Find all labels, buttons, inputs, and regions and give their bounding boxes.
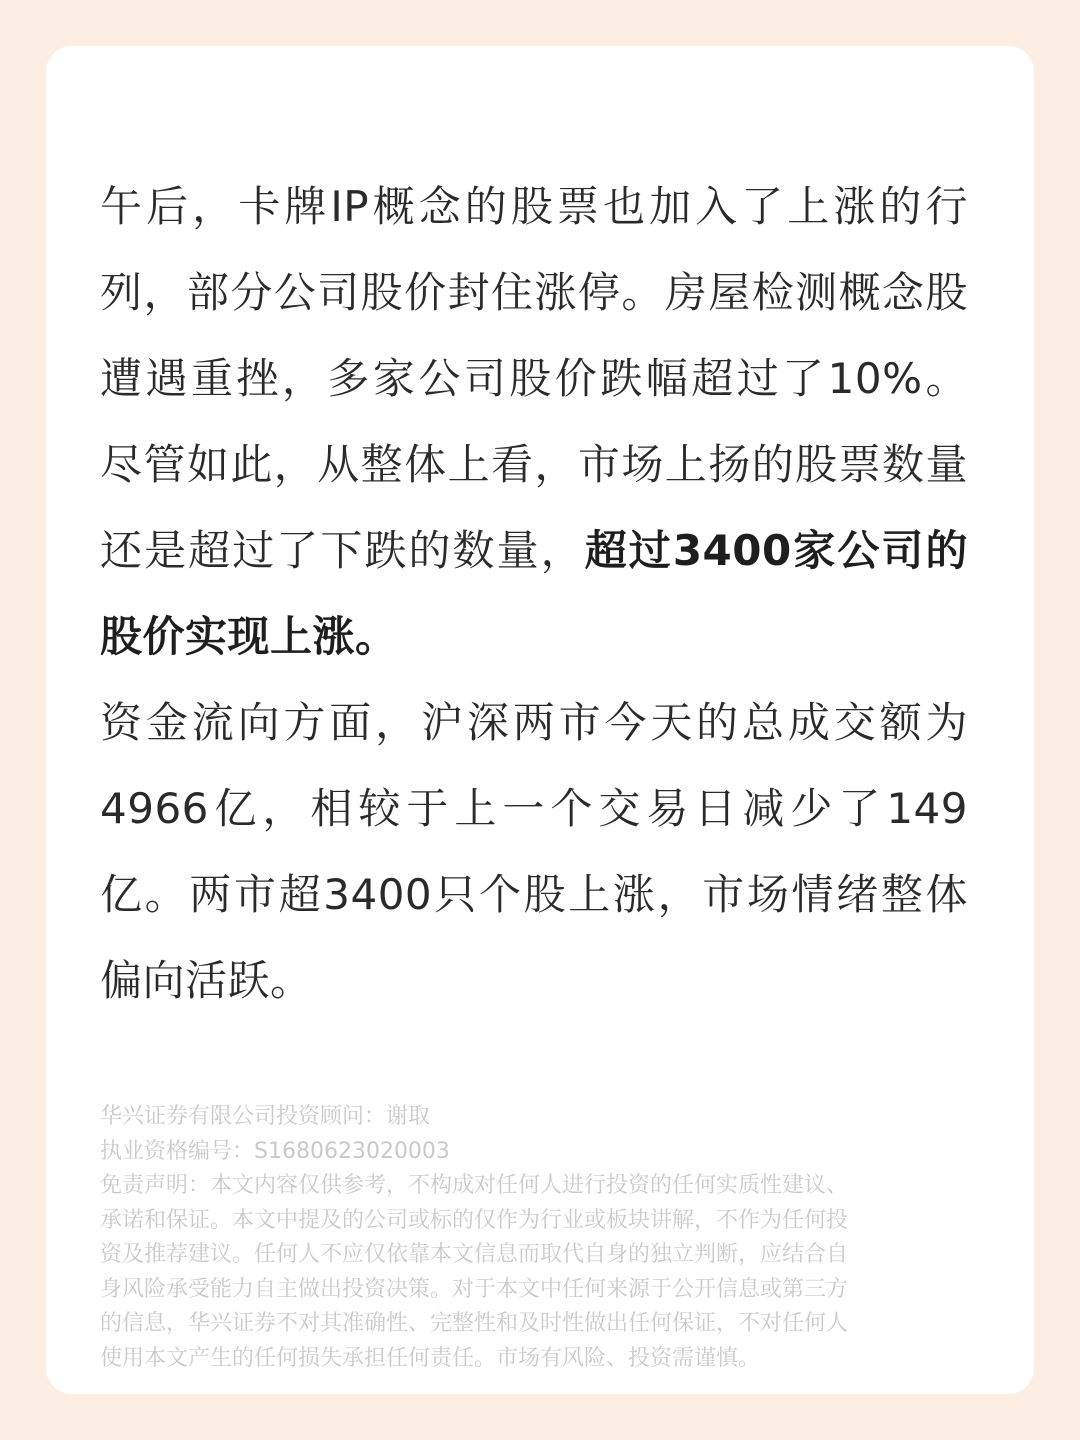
article-line-mixed <box>100 508 968 594</box>
disclaimer-line: 使用本文产生的任何损失承担任何责任。市场有风险、投资需谨慎。 <box>100 1345 761 1371</box>
article-line: 亿。两市超3400只个股上涨，市场情绪整体 <box>100 870 968 919</box>
advisor-line: 华兴证券有限公司投资顾问：谢取 <box>100 1104 431 1129</box>
disclaimer-line: 免责声明：本文内容仅供参考，不构成对任何人进行投资的任何实质性建议、 <box>100 1173 849 1198</box>
disclaimer-line: 的信息，华兴证券不对其准确性、完整性和及时性做出任何保证，不对任何人 <box>100 1311 849 1336</box>
article-line: 资金流向方面，沪深两市今天的总成交额为 <box>100 698 968 747</box>
disclaimer-block <box>100 1100 980 1376</box>
article-text: 还是超过了下跌的数量， <box>100 526 585 575</box>
article-line: 遭遇重挫，多家公司股价跌幅超过了10%。 <box>100 354 968 403</box>
article-line: 列，部分公司股价封住涨停。房屋检测概念股 <box>100 268 968 317</box>
disclaimer-line: 资及推荐建议。任何人不应仅依靠本文信息而取代自身的独立判断，应结合自 <box>100 1242 849 1267</box>
content-card <box>46 46 1034 1394</box>
disclaimer-line: 身风险承受能力自主做出投资决策。对于本文中任何来源于公开信息或第三方 <box>100 1276 849 1302</box>
article-highlight: 超过3400家公司的 <box>584 526 968 575</box>
article-body <box>100 164 968 1024</box>
article-line: 4966亿，相较于上一个交易日减少了149 <box>100 784 968 833</box>
disclaimer-line: 承诺和保证。本文中提及的公司或标的仅作为行业或板块讲解，不作为任何投 <box>100 1207 849 1233</box>
article-highlight-line: 股价实现上涨。 <box>100 612 398 661</box>
article-line: 尽管如此，从整体上看，市场上扬的股票数量 <box>100 440 968 489</box>
license-number-line: 执业资格编号：S1680623020003 <box>100 1138 450 1164</box>
article-line: 午后，卡牌IP概念的股票也加入了上涨的行 <box>100 182 968 231</box>
article-line: 偏向活跃。 <box>100 956 313 1005</box>
